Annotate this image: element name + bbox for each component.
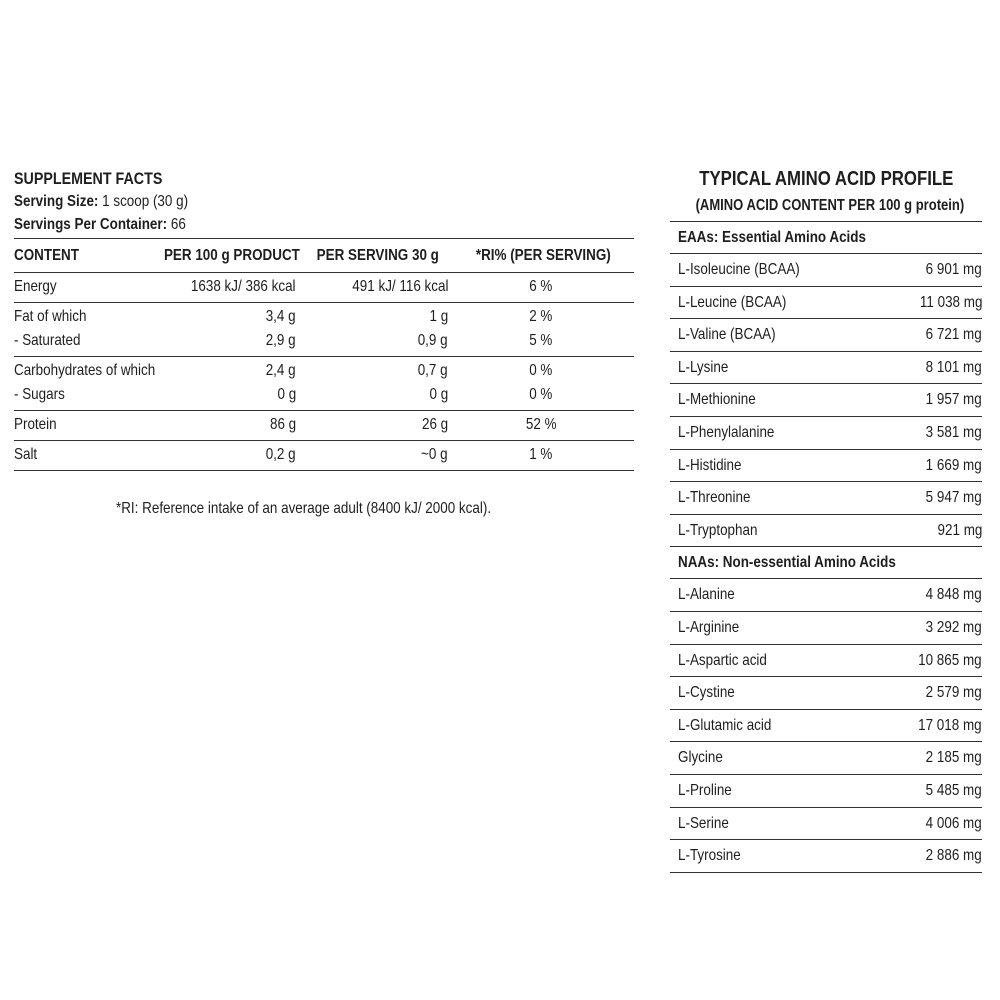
amino-acid-name: L-Tryptophan <box>678 521 758 539</box>
amino-acid-value: 6 901 mg <box>925 261 982 278</box>
supplement-facts-title-text: SUPPLEMENT FACTS <box>14 169 163 188</box>
header-ri-percent <box>452 247 634 265</box>
ri-footnote-text: *RI: Reference intake of an average adult (8400 kJ/ 2000 kcal). <box>116 500 492 517</box>
per-serving-value: 0 g <box>429 386 448 403</box>
amino-subtitle <box>670 193 982 222</box>
amino-acid-name: L-Valine (BCAA) <box>678 326 776 344</box>
per-100g-value: 0,2 g <box>266 446 296 463</box>
amino-acid-value: 921 mg <box>937 521 982 539</box>
amino-acid-value: 5 947 mg <box>925 489 982 507</box>
table-header-row <box>14 239 634 273</box>
nutrient-name-cell <box>14 443 144 467</box>
nutrient-name: Fat of which <box>14 308 87 325</box>
amino-acid-row <box>670 482 982 515</box>
header-content <box>14 247 141 265</box>
supplement-facts-rows <box>14 273 634 471</box>
table-row <box>14 411 634 441</box>
amino-acid-row <box>670 352 982 385</box>
amino-title <box>670 165 982 193</box>
per-serving-value: 26 g <box>421 416 448 433</box>
amino-acid-name: L-Lysine <box>678 358 729 376</box>
ri-percent-value-cell <box>448 359 634 383</box>
amino-acid-name: L-Isoleucine (BCAA) <box>678 261 800 278</box>
table-row <box>14 273 634 303</box>
per-100g-value: 0 g <box>277 386 296 403</box>
per-serving-value-cell <box>296 329 448 353</box>
amino-acid-name: L-Glutamic acid <box>678 716 772 734</box>
amino-acid-name: L-Tyrosine <box>678 847 741 865</box>
per-100g-value-cell <box>144 275 296 299</box>
table-row-line <box>14 305 634 329</box>
amino-acid-name: L-Phenylalanine <box>678 423 775 441</box>
ri-percent-value-cell <box>448 329 634 353</box>
amino-acid-row <box>670 450 982 483</box>
amino-acid-name: L-Serine <box>678 814 729 832</box>
header-per-serving <box>303 247 452 265</box>
header-content-text: CONTENT <box>14 246 79 264</box>
header-per-serving-text: PER SERVING 30 g <box>316 246 439 264</box>
eaa-heading <box>670 222 982 254</box>
nutrient-name: Protein <box>14 416 57 433</box>
amino-acid-value: 1 669 mg <box>925 456 982 474</box>
nutrient-name: Salt <box>14 446 38 463</box>
nutrient-name: - Sugars <box>14 386 65 403</box>
per-serving-value-cell <box>296 443 448 467</box>
ri-percent-value: 6 % <box>529 278 553 295</box>
amino-acid-value: 2 579 mg <box>925 684 982 702</box>
naa-heading <box>670 547 982 579</box>
header-per-100g <box>141 247 303 265</box>
amino-acid-row <box>670 612 982 645</box>
servings-per-container <box>14 213 634 236</box>
ri-percent-value: 0 % <box>529 362 553 379</box>
per-serving-value: 0,9 g <box>418 332 448 349</box>
amino-acid-value: 17 018 mg <box>918 716 982 734</box>
per-serving-value: 1 g <box>429 308 448 325</box>
nutrient-name-cell <box>14 329 144 353</box>
amino-acid-row <box>670 287 982 320</box>
amino-acid-name: L-Aspartic acid <box>678 651 767 669</box>
table-row-line <box>14 413 634 437</box>
amino-acid-row <box>670 384 982 417</box>
servings-per-container-value: 66 <box>170 216 186 233</box>
amino-acid-row <box>670 417 982 450</box>
per-serving-value-cell <box>296 413 448 437</box>
header-per-100g-text: PER 100 g PRODUCT <box>164 246 301 264</box>
table-row <box>14 303 634 357</box>
ri-percent-value: 5 % <box>529 332 553 349</box>
amino-acid-row <box>670 579 982 612</box>
amino-acid-value: 4 006 mg <box>925 814 982 832</box>
supplement-facts-table <box>14 238 634 471</box>
per-100g-value: 86 g <box>269 416 296 433</box>
amino-acid-row <box>670 677 982 710</box>
amino-acid-row <box>670 808 982 841</box>
per-100g-value: 2,9 g <box>266 332 296 349</box>
amino-acid-value: 1 957 mg <box>925 391 982 409</box>
ri-percent-value: 1 % <box>529 446 553 463</box>
amino-acid-value: 4 848 mg <box>925 586 982 604</box>
naa-list <box>670 579 982 872</box>
amino-acid-name: L-Alanine <box>678 586 735 604</box>
amino-acid-row <box>670 775 982 808</box>
ri-percent-value-cell <box>448 305 634 329</box>
amino-acid-name: L-Cystine <box>678 684 735 702</box>
nutrient-name-cell <box>14 305 144 329</box>
table-row <box>14 441 634 471</box>
eaa-list <box>670 254 982 547</box>
amino-acid-name: L-Leucine (BCAA) <box>678 293 787 311</box>
amino-acid-value: 10 865 mg <box>918 651 982 669</box>
per-serving-value: ~0 g <box>421 446 448 463</box>
ri-percent-value: 2 % <box>529 308 553 325</box>
amino-acid-name: Glycine <box>678 749 723 767</box>
per-100g-value-cell <box>144 329 296 353</box>
amino-acid-name: L-Proline <box>678 781 732 799</box>
nutrient-name-cell <box>14 413 144 437</box>
per-100g-value-cell <box>144 413 296 437</box>
serving-size <box>14 190 634 213</box>
amino-acid-row <box>670 645 982 678</box>
ri-percent-value-cell <box>448 275 634 299</box>
amino-acid-value: 2 886 mg <box>925 847 982 865</box>
per-100g-value: 3,4 g <box>266 308 296 325</box>
serving-size-value: 1 scoop (30 g) <box>102 193 189 210</box>
per-100g-value-cell <box>144 383 296 407</box>
amino-acid-value: 2 185 mg <box>925 749 982 767</box>
amino-acid-value: 3 292 mg <box>925 618 982 636</box>
amino-acid-row <box>670 319 982 352</box>
table-row-line <box>14 443 634 467</box>
amino-acid-value: 3 581 mg <box>925 423 982 441</box>
amino-acid-row <box>670 840 982 873</box>
nutrient-name-cell <box>14 275 144 299</box>
ri-percent-value-cell <box>448 413 634 437</box>
table-row <box>14 357 634 411</box>
amino-title-text: TYPICAL AMINO ACID PROFILE <box>698 168 954 190</box>
supplement-facts <box>14 167 634 471</box>
header-ri-percent-text: *RI% (PER SERVING) <box>475 246 611 264</box>
per-100g-value-cell <box>144 443 296 467</box>
amino-acid-row <box>670 710 982 743</box>
nutrient-name: Energy <box>14 278 57 295</box>
amino-acid-value: 6 721 mg <box>925 326 982 344</box>
table-row-line <box>14 383 634 407</box>
amino-acid-row <box>670 254 982 287</box>
amino-acid-value: 5 485 mg <box>925 781 982 799</box>
amino-acid-name: L-Threonine <box>678 489 751 507</box>
per-100g-value-cell <box>144 359 296 383</box>
per-100g-value: 1638 kJ/ 386 kcal <box>191 278 296 295</box>
ri-percent-value: 52 % <box>525 416 557 433</box>
ri-footnote <box>116 500 556 518</box>
naa-heading-text: NAAs: Non-essential Amino Acids <box>678 554 896 572</box>
per-serving-value-cell <box>296 383 448 407</box>
per-100g-value: 2,4 g <box>266 362 296 379</box>
table-row-line <box>14 359 634 383</box>
per-serving-value-cell <box>296 359 448 383</box>
serving-size-label: Serving Size: <box>14 193 99 210</box>
amino-acid-profile <box>670 165 982 873</box>
amino-acid-name: L-Arginine <box>678 618 740 636</box>
ri-percent-value-cell <box>448 443 634 467</box>
nutrient-name-cell <box>14 383 144 407</box>
eaa-heading-text: EAAs: Essential Amino Acids <box>678 229 866 246</box>
nutrient-name-cell <box>14 359 156 383</box>
amino-acid-name: L-Histidine <box>678 456 742 474</box>
amino-acid-name: L-Methionine <box>678 391 756 409</box>
amino-acid-value: 11 038 mg <box>919 293 982 311</box>
amino-acid-value: 8 101 mg <box>925 358 982 376</box>
nutrient-name: Carbohydrates of which <box>14 362 156 379</box>
per-serving-value-cell <box>296 275 448 299</box>
table-row-line <box>14 329 634 353</box>
per-serving-value-cell <box>296 305 448 329</box>
servings-per-container-label: Servings Per Container: <box>14 216 168 233</box>
nutrient-name: - Saturated <box>14 332 81 349</box>
amino-subtitle-text: (AMINO ACID CONTENT PER 100 g protein) <box>695 197 965 214</box>
supplement-facts-title <box>14 167 634 190</box>
per-serving-value: 491 kJ/ 116 kcal <box>351 278 448 295</box>
per-100g-value-cell <box>144 305 296 329</box>
amino-acid-row <box>670 515 982 548</box>
ri-percent-value-cell <box>448 383 634 407</box>
per-serving-value: 0,7 g <box>418 362 448 379</box>
ri-percent-value: 0 % <box>529 386 553 403</box>
table-row-line <box>14 275 634 299</box>
amino-acid-row <box>670 742 982 775</box>
